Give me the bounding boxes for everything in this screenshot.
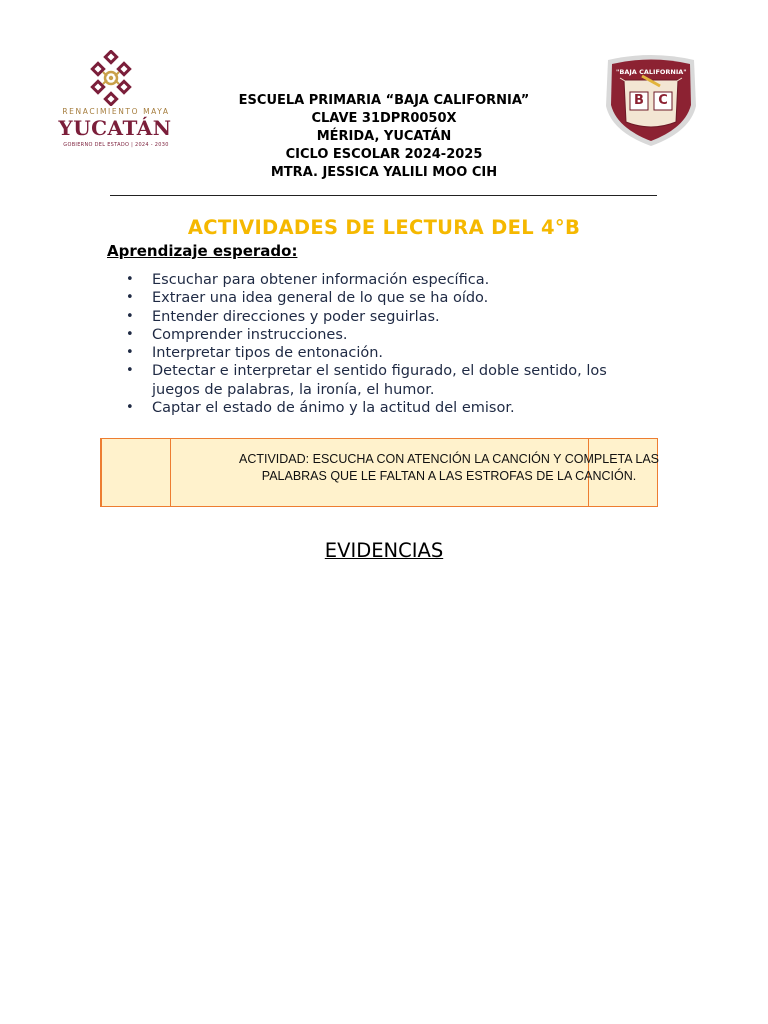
list-item: • Entender direcciones y poder seguirlas. — [126, 308, 646, 326]
page-title: ACTIVIDADES DE LECTURA DEL 4°B — [187, 216, 581, 239]
logo-subline: GOBIERNO DEL ESTADO | 2024 - 2030 — [63, 142, 169, 148]
school-code: CLAVE 31DPR0050X — [311, 111, 457, 126]
logo-name: YUCATÁN — [58, 116, 172, 140]
list-item: • Captar el estado de ánimo y la actitud del emisor. — [126, 399, 646, 417]
list-item: • Comprender instrucciones. — [126, 326, 646, 344]
activity-text: ACTIVIDAD: ESCUCHA CON ATENCIÓN LA CANCIÓN Y COMPLETA LAS PALABRAS QUE LE FALTAN A LAS ESTROFAS DE LA CANCIÓN. — [239, 452, 660, 483]
activity-box-edge — [100, 438, 102, 507]
crest-top-text: "BAJA CALIFORNIA" — [616, 68, 687, 76]
school-name: ESCUELA PRIMARIA “BAJA CALIFORNIA” — [238, 93, 530, 108]
list-item: • Interpretar tipos de entonación. — [126, 344, 646, 362]
school-header — [184, 92, 584, 182]
learning-heading: Aprendizaje esperado: — [107, 242, 298, 260]
crest-initial-c: C — [658, 93, 668, 108]
learning-objectives-list — [126, 271, 646, 417]
teacher-name: MTRA. JESSICA YALILI MOO CIH — [270, 165, 498, 180]
yucatan-logo — [52, 50, 176, 154]
header-divider — [110, 195, 657, 196]
activity-column-divider — [170, 439, 171, 506]
logo-tagline: RENACIMIENTO MAYA — [62, 107, 170, 116]
activity-box — [100, 438, 658, 507]
list-item: • Escuchar para obtener información específica. — [126, 271, 646, 289]
list-item: • Extraer una idea general de lo que se ha oído. — [126, 289, 646, 307]
school-crest — [600, 50, 702, 148]
list-item: • Detectar e interpretar el sentido figurado, el doble sentido, los juegos de palabras, la ironía, el humor. — [126, 362, 646, 399]
maya-emblem-icon — [90, 50, 138, 106]
crest-initial-b: B — [634, 93, 644, 108]
school-year: CICLO ESCOLAR 2024-2025 — [285, 147, 483, 162]
school-shield-icon — [600, 50, 702, 148]
evidence-heading: EVIDENCIAS — [324, 539, 444, 562]
school-city: MÉRIDA, YUCATÁN — [316, 129, 452, 144]
